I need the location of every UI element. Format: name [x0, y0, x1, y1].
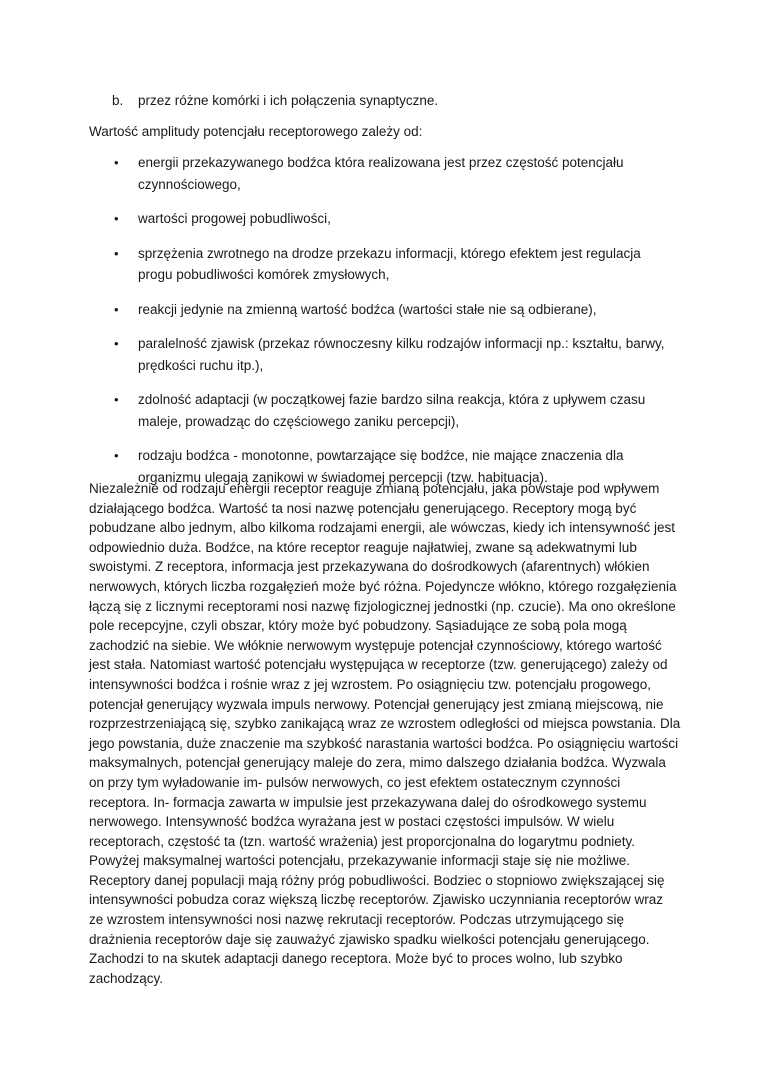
bullet-icon: • [114, 392, 119, 407]
body-paragraph: Niezależnie od rodzaju energii receptor reaguje zmianą potencjału, jaka powstaje pod wpływem działającego bodźca. Wartość ta nosi nazwę potencjału generującego. Receptory mogą być pobudzane albo jednym, albo kilkoma rodzajami energii, ale wówczas, kiedy ich intensywność jest odpowiednio duża. Bodźce, na które receptor reaguje najłatwiej, zwane są adekwatnymi lub swoistymi. Z receptora, informacja jest przekazywana do dośrodkowych (afarentnych) włókien nerwowych, których liczba rozgałęzień może być różna. Pojedyncze włókno, którego rozgałęzienia łączą się z licznymi receptorami nosi nazwę fizjologicznej jednostki (np. czucie). Ma ono określone pole recepcyjne, czyli obszar, który może być pobudzony. Sąsiadujące ze sobą pola mogą zachodzić na siebie. We włóknie nerwowym występuje potencjał czynnościowy, którego wartość jest stała. Natomiast wartość potencjału występująca w receptorze (tzw. generującego) zależy od intensywności bodźca i rośnie wraz z jej wzrostem. Po osiągnięciu tzw. potencjału progowego, potencjał generujący wyzwala impuls nerwowy. Potencjał generujący jest zmianą miejscową, nie rozprzestrzeniającą się, szybko zanikającą wraz ze wzrostem odległości od miejsca powstania. Dla jego powstania, duże znaczenie ma szybkość narastania wartości bodźca. Po osiągnięciu wartości maksymalnych, potencjał generujący maleje do zera, mimo dalszego działania bodźca. Wyzwala on przy tym wyładowanie im- pulsów nerwowych, co jest efektem ostatecznym czynności receptora. In- formacja zawarta w impulsie jest przekazywana dalej do ośrodkowego systemu nerwowego. Intensywność bodźca wyrażana jest w postaci częstości impulsów. W wielu receptorach, częstość ta (tzn. wartość wrażenia) jest proporcjonalna do logarytmu podniety. Powyżej maksymalnej wartości potencjału, przekazywanie informacji staje się nie możliwe. Receptory danej populacji mają różny próg pobudliwości. Bodziec o stopniowo zwiększającej się intensywności pobudza coraz większą liczbę receptorów. Zjawisko uczynniania receptorów wraz ze wzrostem intensywności nosi nazwę rekrutacji receptorów. Podczas utrzymującego się drażnienia receptorów daje się zauważyć zjawisko spadku wielkości potencjału generującego. Zachodzi to na skutek adaptacji danego receptora. Może być to proces wolno, lub szybko zachodzący. [89, 481, 681, 986]
bullet-icon: • [114, 336, 119, 351]
bullet-text: paralelność zjawisk (przekaz równoczesny kilku rodzajów informacji np.: kształtu, barwy, prędkości ruchu itp.), [138, 336, 665, 373]
bullet-text: reakcji jedynie na zmienną wartość bodźca (wartości stałe nie są odbierane), [138, 301, 597, 317]
bullet-item [0, 243, 678, 286]
bullet-item [0, 299, 678, 321]
bullet-icon: • [114, 245, 119, 261]
bullet-item [0, 208, 678, 230]
bullet-text: energii przekazywanego bodźca która realizowana jest przez częstość potencjału czynnościowego, [138, 155, 624, 192]
bullet-item [0, 333, 678, 376]
bullet-icon: • [114, 448, 119, 463]
list-item-text: przez różne komórki i ich połączenia synaptyczne. [138, 93, 439, 108]
list-item-b [112, 91, 438, 111]
bullet-item [0, 152, 678, 195]
intro-sentence: Wartość amplitudy potencjału receptorowego zależy od: [89, 124, 423, 139]
bullet-text: zdolność adaptacji (w początkowej fazie bardzo silna reakcja, która z upływem czasu maleje, prowadząc do częściowego zaniku percepcji), [138, 392, 646, 429]
bullet-icon: • [114, 301, 119, 317]
bullet-icon: • [114, 155, 119, 170]
bullet-text: wartości progowej pobudliwości, [138, 211, 331, 226]
bullet-item [0, 389, 678, 432]
bullet-icon: • [114, 211, 119, 226]
list-marker: b. [112, 93, 124, 108]
bullet-list [0, 152, 760, 501]
bullet-text: rodzaju bodźca - monotonne, powtarzające się bodźce, nie mające znaczenia dla organizmu ulegają zanikowi w świadomej percepcji (tzw. habituacja). [138, 448, 624, 485]
bullet-text: sprzężenia zwrotnego na drodze przekazu informacji, którego efektem jest regulacja progu pobudliwości komórek zmysłowych, [138, 245, 641, 282]
